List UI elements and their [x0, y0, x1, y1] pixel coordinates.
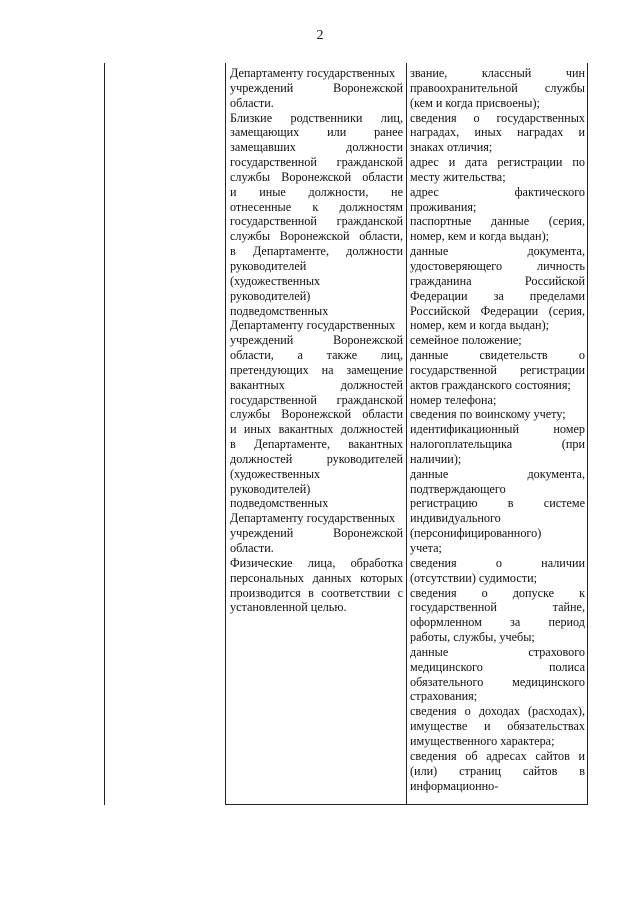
personal-data-text-line: (кем и когда присвоены);	[410, 95, 540, 110]
subjects-text-line: Департаменту государственных	[230, 318, 396, 333]
personal-data-text-line: государственной тайне,	[410, 600, 585, 615]
table-border-left	[104, 63, 105, 805]
personal-data-text-line: имуществе и обязательствах	[410, 719, 585, 734]
subjects-text-line: области.	[230, 95, 274, 110]
subjects-text-line: должностей руководителей	[230, 451, 403, 466]
subjects-text-line: и иных вакантных должностей	[230, 422, 403, 437]
subjects-text-line: Департаменту государственных	[230, 66, 396, 80]
table-border-bottom	[225, 804, 588, 805]
subjects-text-line: (художественных	[230, 273, 321, 288]
personal-data-text-line: данные документа,	[410, 466, 585, 481]
personal-data-text-line: паспортные данные (серия,	[410, 214, 585, 229]
subjects-text-line: учреждений Воронежской	[230, 80, 403, 95]
subjects-text-line: замещающих или ранее	[230, 125, 403, 140]
subjects-text-line: подведомственных	[230, 303, 329, 318]
personal-data-text-line: сведения о государственных	[410, 110, 585, 125]
personal-data-text-line: индивидуального	[410, 511, 501, 526]
personal-data-text-line: Федерации за пределами	[410, 288, 585, 303]
personal-data-text-line: гражданина Российской	[410, 273, 585, 288]
personal-data-text-line: (или) страниц сайтов в	[410, 763, 585, 778]
subjects-text-line: отнесенные к должностям	[230, 199, 403, 214]
personal-data-text-line: месту жительства;	[410, 169, 506, 184]
personal-data-text-line: проживания;	[410, 199, 477, 214]
subjects-text-line: учреждений Воронежской	[230, 333, 403, 348]
subjects-text-line: и иные должности, не	[230, 184, 403, 199]
personal-data-text-line: сведения об адресах сайтов и	[410, 748, 585, 763]
subjects-text-line: государственной гражданской	[230, 392, 403, 407]
subjects-text-line: службы Воронежской области,	[230, 229, 403, 244]
personal-data-text-line: номер телефона;	[410, 392, 497, 407]
personal-data-text-line: данные страхового	[410, 644, 585, 659]
personal-data-text-line: сведения о допуске к	[410, 585, 585, 600]
personal-data-text-line: медицинского полиса	[410, 659, 585, 674]
personal-data-text-line: семейное положение;	[410, 333, 522, 348]
personal-data-text-line: регистрацию в системе	[410, 496, 585, 511]
personal-data-text-line: данные свидетельств о	[410, 348, 585, 363]
personal-data-text-line: подтверждающего	[410, 481, 506, 496]
personal-data-text-line: звание, классный чин	[410, 66, 585, 80]
subjects-text-line: персональных данных которых	[230, 570, 403, 585]
subjects-text-line: в Департаменте, должности	[230, 244, 403, 259]
personal-data-text-line: сведения о доходах (расходах),	[410, 704, 585, 719]
subjects-text-line: службы Воронежской области	[230, 169, 403, 184]
personal-data-text-line: оформленном за период	[410, 615, 585, 630]
personal-data-text-line: данные документа,	[410, 244, 585, 259]
personal-data-text-line: сведения по воинскому учету;	[410, 407, 566, 422]
subjects-text-line: области, а также лиц,	[230, 348, 403, 363]
table-column-divider-2	[406, 63, 407, 805]
subjects-text-line: государственной гражданской	[230, 214, 403, 229]
personal-data-text-line: Российской Федерации (серия,	[410, 303, 585, 318]
subjects-text-line: подведомственных	[230, 496, 329, 511]
subjects-text-line: производится в соответствии с	[230, 585, 403, 600]
personal-data-text-line: наличии);	[410, 451, 462, 466]
personal-data-text-line: удостоверяющего личность	[410, 258, 585, 273]
table-border-right	[587, 63, 588, 805]
personal-data-text-line: имущественного характера;	[410, 733, 555, 748]
personal-data-text-line: номер, кем и когда выдан);	[410, 229, 550, 244]
personal-data-text-line: правоохранительной службы	[410, 80, 585, 95]
subjects-text-line: учреждений Воронежской	[230, 526, 403, 541]
personal-data-column-text	[410, 66, 585, 793]
table-column-divider-1	[225, 63, 226, 805]
personal-data-text-line: адрес фактического	[410, 184, 585, 199]
personal-data-text-line: учета;	[410, 541, 442, 555]
personal-data-text-line: наградах, иных наградах и	[410, 125, 585, 140]
subjects-text-line: руководителей	[230, 258, 307, 273]
subjects-text-line: Департаменту государственных	[230, 511, 396, 526]
personal-data-text-line: обязательного медицинского	[410, 674, 585, 689]
personal-data-text-line: (отсутствии) судимости;	[410, 570, 537, 585]
subjects-text-line: руководителей)	[230, 481, 311, 496]
personal-data-text-line: знаках отличия;	[410, 140, 493, 155]
personal-data-text-line: сведения о наличии	[410, 555, 585, 570]
page-number: 2	[316, 28, 324, 43]
personal-data-text-line: идентификационный номер	[410, 422, 585, 437]
personal-data-text-line: информационно-	[410, 778, 499, 793]
subjects-text-line: вакантных должностей	[230, 377, 403, 392]
subjects-text-line: (художественных	[230, 466, 321, 481]
subjects-column-text	[230, 66, 403, 615]
personal-data-text-line: адрес и дата регистрации по	[410, 155, 585, 170]
personal-data-text-line: государственной регистрации	[410, 362, 585, 377]
subjects-text-line: в Департаменте, вакантных	[230, 437, 403, 452]
subjects-text-line: замещавших должности	[230, 140, 403, 155]
personal-data-text-line: работы, службы, учебы;	[410, 630, 535, 645]
subjects-text-line: руководителей)	[230, 288, 311, 303]
subjects-text-line: Близкие родственники лиц,	[230, 110, 403, 125]
subjects-text-line: области.	[230, 541, 274, 555]
personal-data-text-line: актов гражданского состояния;	[410, 377, 571, 392]
subjects-text-line: государственной гражданской	[230, 155, 403, 170]
personal-data-text-line: налогоплательщика (при	[410, 437, 585, 452]
subjects-text-line: Физические лица, обработка	[230, 555, 403, 570]
personal-data-text-line: номер, кем и когда выдан);	[410, 318, 550, 333]
subjects-text-line: установленной целью.	[230, 600, 347, 615]
personal-data-text-line: (персонифицированного)	[410, 526, 542, 541]
subjects-text-line: службы Воронежской области	[230, 407, 403, 422]
data-table	[104, 63, 588, 805]
personal-data-text-line: страхования;	[410, 689, 478, 704]
subjects-text-line: претендующих на замещение	[230, 362, 403, 377]
